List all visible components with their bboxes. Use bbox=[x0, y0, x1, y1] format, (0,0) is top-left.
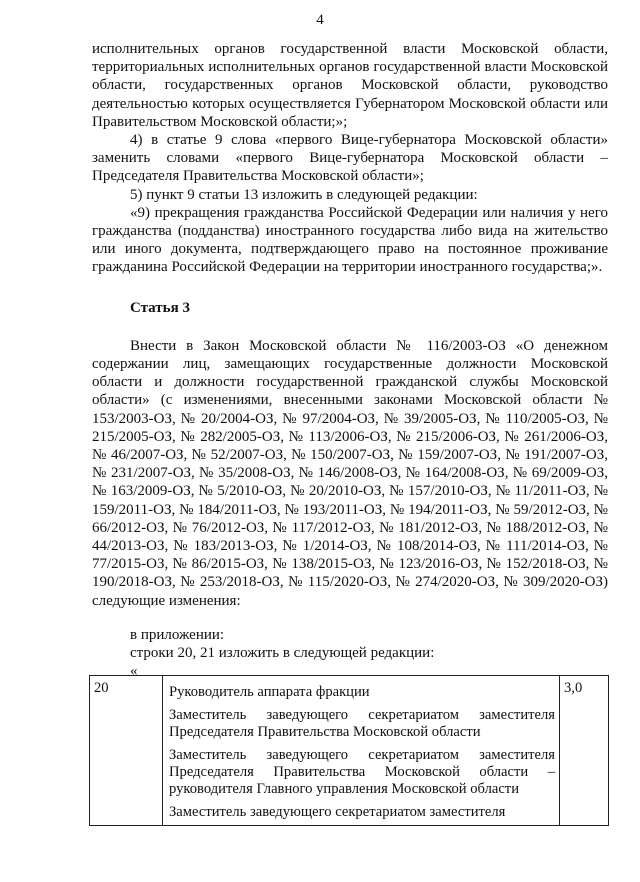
row-number-cell: 20 bbox=[90, 676, 163, 826]
position-entry: Руководитель аппарата фракции bbox=[169, 684, 370, 700]
salary-table bbox=[89, 675, 609, 826]
document-body bbox=[92, 40, 608, 681]
appendix-label: в приложении: bbox=[130, 626, 225, 643]
rows-instruction: строки 20, 21 изложить в следующей редакции: bbox=[130, 645, 435, 662]
spacer bbox=[92, 610, 608, 626]
amendment-item-5-quote: «9) прекращения гражданства Российской Федерации или наличия у него гражданства (подданства) иностранного государства либо вида на жительство или иного документа, подтверждающего право на постоянное проживание гражданина Российской Федерации на территории иностранного государства;». bbox=[92, 204, 608, 276]
page-number: 4 bbox=[316, 12, 324, 28]
amendment-item-5: 5) пункт 9 статьи 13 изложить в следующей редакции: bbox=[130, 186, 478, 203]
intro-paragraph: исполнительных органов государственной власти Московской области, территориальных исполнительных органов государственной власти Московской области, государственных органов Московской области, руководство деятельностью которых осуществляется Губернатором Московской области или Правительством Московской области;»; bbox=[92, 41, 608, 130]
table-row bbox=[90, 676, 609, 826]
amendment-item-4: 4) в статье 9 слова «первого Вице-губернатора Московской области» заменить словами «первого Вице-губернатора Московской области – Председателя Правительства Московской области»; bbox=[92, 132, 608, 185]
article-heading: Статья 3 bbox=[130, 299, 190, 316]
opening-quote: « bbox=[130, 663, 138, 680]
position-entry: Заместитель заведующего секретариатом заместителя Председателя Правительства Московской области – руководителя Главного управления Московской области bbox=[169, 747, 555, 797]
positions-cell bbox=[163, 676, 560, 826]
value-cell: 3,0 bbox=[560, 676, 609, 826]
position-entry: Заместитель заведующего секретариатом заместителя bbox=[169, 804, 506, 820]
article-text: Внести в Закон Московской области № 116/2003-ОЗ «О денежном содержании лиц, замещающих государственные должности Московской области и должности государственной гражданской службы Московской области» (с изменениями, внесенными законами Московской области № 153/2003-ОЗ, № 20/2004-ОЗ, № 97/2004-ОЗ, № 39/2005-ОЗ, № 110/2005-ОЗ, № 215/2005-ОЗ, № 282/2005-ОЗ, № 113/2006-ОЗ, № 215/2006-ОЗ, № 261/2006-ОЗ, № 46/2007-ОЗ, № 52/2007-ОЗ, № 150/2007-ОЗ, № 159/2007-ОЗ, № 191/2007-ОЗ, № 231/2007-ОЗ, № 35/2008-ОЗ, № 146/2008-ОЗ, № 164/2008-ОЗ, № 69/2009-ОЗ, № 163/2009-ОЗ, № 5/2010-ОЗ, № 20/2010-ОЗ, № 157/2010-ОЗ, № 11/2011-ОЗ, № 159/2011-ОЗ, № 184/2011-ОЗ, № 193/2011-ОЗ, № 194/2011-ОЗ, № 59/2012-ОЗ, № 66/2012-ОЗ, № 76/2012-ОЗ, № 117/2012-ОЗ, № 181/2012-ОЗ, № 188/2012-ОЗ, № 44/2013-ОЗ, № 183/2013-ОЗ, № 1/2014-ОЗ, № 108/2014-ОЗ, № 111/2014-ОЗ, № 77/2015-ОЗ, № 86/2015-ОЗ, № 138/2015-ОЗ, № 123/2016-ОЗ, № 152/2018-ОЗ, № 190/2018-ОЗ, № 253/2018-ОЗ, № 115/2020-ОЗ, № 274/2020-ОЗ, № 309/2020-ОЗ) следующие изменения: bbox=[92, 337, 608, 609]
position-entry: Заместитель заведующего секретариатом заместителя Председателя Правительства Московской области bbox=[169, 707, 555, 740]
